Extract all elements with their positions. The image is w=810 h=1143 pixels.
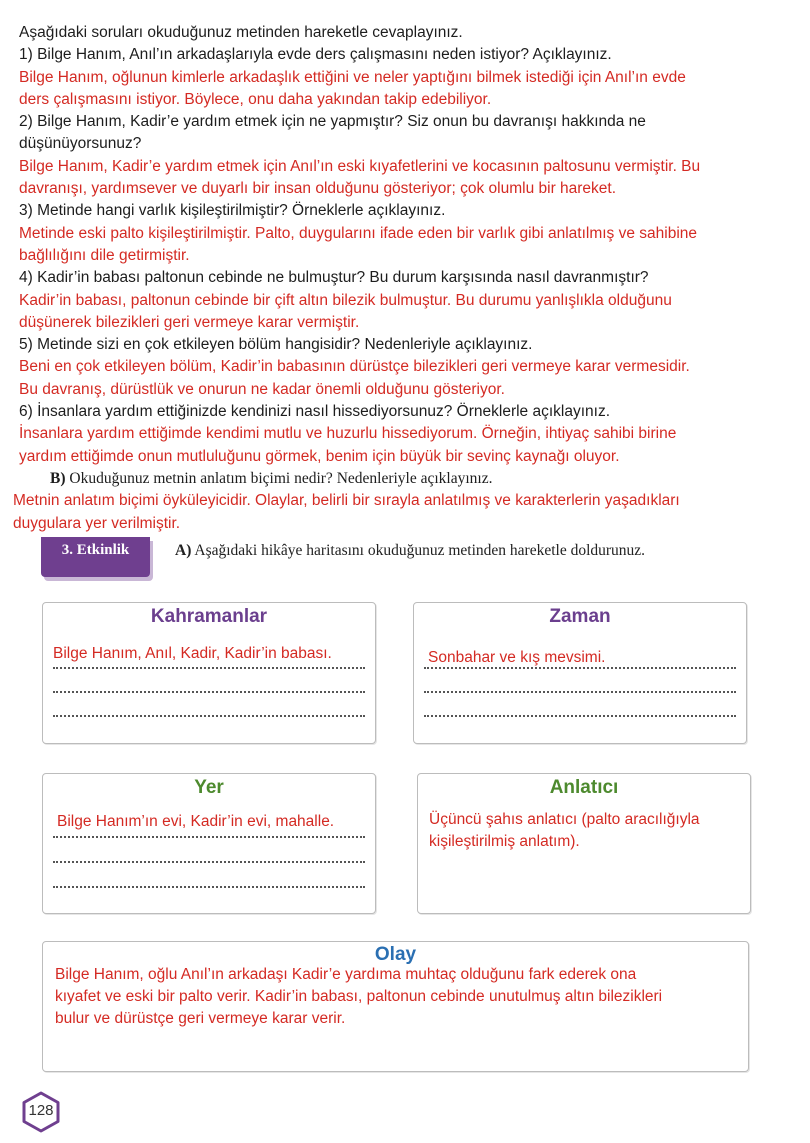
time-dotted-line — [424, 715, 736, 717]
characters-dotted-line — [53, 691, 365, 693]
answer-5: Beni en çok etkileyen bölüm, Kadir’in babasının dürüstçe bilezikleri geri vermeye karar vermesidir. — [19, 358, 690, 376]
place-box — [42, 773, 376, 914]
question-3: 3) Metinde hangi varlık kişileştirilmiştir? Örneklerle açıklayınız. — [19, 202, 446, 220]
answer-3-cont: bağlılığını dile getirmiştir. — [19, 246, 190, 264]
question-answer-section — [13, 22, 794, 535]
page-number: 128 — [28, 1102, 54, 1119]
answer-4-cont: düşünerek bilezikleri geri vermeye karar vermiştir. — [19, 313, 360, 331]
event-answer-line: kıyafet ve eski bir palto verir. Kadir’in babası, paltonun cebinde unutulmuş altın bilezikleri — [55, 988, 663, 1005]
characters-dotted-line — [53, 667, 365, 669]
activity-tab: 3. Etkinlik — [41, 537, 150, 577]
activity-letter: A) — [175, 542, 192, 559]
question-2-cont: düşünüyorsunuz? — [19, 135, 142, 153]
characters-answer: Bilge Hanım, Anıl, Kadir, Kadir’in babası. — [53, 645, 332, 662]
part-b-answer-cont: duygulara yer verilmiştir. — [13, 514, 181, 532]
answer-5-cont: Bu davranış, dürüstlük ve onurun ne kadar önemli olduğunu gösteriyor. — [19, 380, 505, 398]
part-b-letter: B) — [50, 469, 66, 487]
answer-3: Metinde eski palto kişileştirilmiştir. Palto, duygularını ifade eden bir varlık gibi anlatılmış ve sahibine — [19, 224, 698, 242]
characters-box — [42, 602, 376, 744]
answer-6: İnsanlara yardım ettiğimde kendimi mutlu ve huzurlu hissediyorum. Örneğin, ihtiyaç sahibi birine — [19, 425, 677, 443]
part-b-question-text: Okuduğunuz metnin anlatım biçimi nedir? Nedenleriyle açıklayınız. — [69, 469, 493, 487]
narrator-answer — [429, 809, 700, 853]
time-box — [413, 602, 747, 744]
question-2: 2) Bilge Hanım, Kadir’e yardım etmek için ne yapmıştır? Siz onun bu davranışı hakkında ne — [19, 113, 646, 131]
question-5: 5) Metinde sizi en çok etkileyen bölüm hangisidir? Nedenleriyle açıklayınız. — [19, 336, 533, 354]
narrator-box — [417, 773, 751, 914]
answer-1: Bilge Hanım, oğlunun kimlerle arkadaşlık ettiğini ve neler yaptığını bilmek istediği için Anıl’ın evde — [19, 68, 686, 86]
question-1: 1) Bilge Hanım, Anıl’ın arkadaşlarıyla evde ders çalışmasını neden istiyor? Açıklayınız. — [19, 46, 612, 64]
event-answer-line: Bilge Hanım, oğlu Anıl’ın arkadaşı Kadir’e yardıma muhtaç olduğunu fark ederek ona — [55, 966, 637, 983]
time-dotted-line — [424, 691, 736, 693]
time-title: Zaman — [549, 606, 611, 627]
narrator-answer-line: kişileştirilmiş anlatım). — [429, 833, 580, 850]
place-dotted-line — [53, 836, 365, 838]
place-dotted-line — [53, 886, 365, 888]
narrator-title: Anlatıcı — [549, 777, 619, 798]
activity-instruction — [175, 542, 645, 560]
event-title: Olay — [374, 944, 417, 965]
part-b-question — [19, 468, 794, 490]
instructions-line: Aşağıdaki soruları okuduğunuz metinden hareketle cevaplayınız. — [19, 24, 463, 41]
answer-1-cont: ders çalışmasını istiyor. Böylece, onu daha yakından takip edebiliyor. — [19, 90, 492, 108]
characters-dotted-line — [53, 715, 365, 717]
place-answer: Bilge Hanım’ın evi, Kadir’in evi, mahalle. — [57, 813, 335, 830]
answer-6-cont: yardım ettiğimde onun mutluluğunu görmek, benim için büyük bir sevinç kaynağı oluyor. — [19, 447, 620, 465]
time-answer: Sonbahar ve kış mevsimi. — [428, 649, 606, 666]
place-dotted-line — [53, 861, 365, 863]
answer-4: Kadir’in babası, paltonun cebinde bir çift altın bilezik bulmuştur. Bu durumu yanlışlıkla olduğunu — [19, 291, 672, 309]
answer-2-cont: davranışı, yardımsever ve duyarlı bir insan olduğunu gösteriyor; çok olumlu bir hareket. — [19, 180, 617, 198]
event-answer — [55, 964, 662, 1030]
event-answer-line: bulur ve dürüstçe geri vermeye karar verir. — [55, 1010, 346, 1027]
part-b-answer: Metnin anlatım biçimi öyküleyicidir. Olaylar, belirli bir sırayla anlatılmış ve karakterlerin yaşadıkları — [13, 492, 680, 510]
event-box — [42, 941, 749, 1072]
narrator-answer-line: Üçüncü şahıs anlatıcı (palto aracılığıyla — [429, 811, 700, 828]
characters-title: Kahramanlar — [150, 606, 268, 627]
page-number-badge — [20, 1091, 62, 1133]
activity-instruction-text: Aşağıdaki hikâye haritasını okuduğunuz metinden hareketle doldurunuz. — [194, 542, 646, 559]
question-6: 6) İnsanlara yardım ettiğinizde kendinizi nasıl hissediyorsunuz? Örneklerle açıklayınız. — [19, 403, 611, 421]
answer-2: Bilge Hanım, Kadir’e yardım etmek için Anıl’ın eski kıyafetlerini ve kocasının paltosunu vermiştir. Bu — [19, 157, 701, 175]
question-4: 4) Kadir’in babası paltonun cebinde ne bulmuştur? Bu durum karşısında nasıl davranmıştır? — [19, 269, 649, 287]
time-dotted-line — [424, 667, 736, 669]
place-title: Yer — [194, 777, 224, 798]
